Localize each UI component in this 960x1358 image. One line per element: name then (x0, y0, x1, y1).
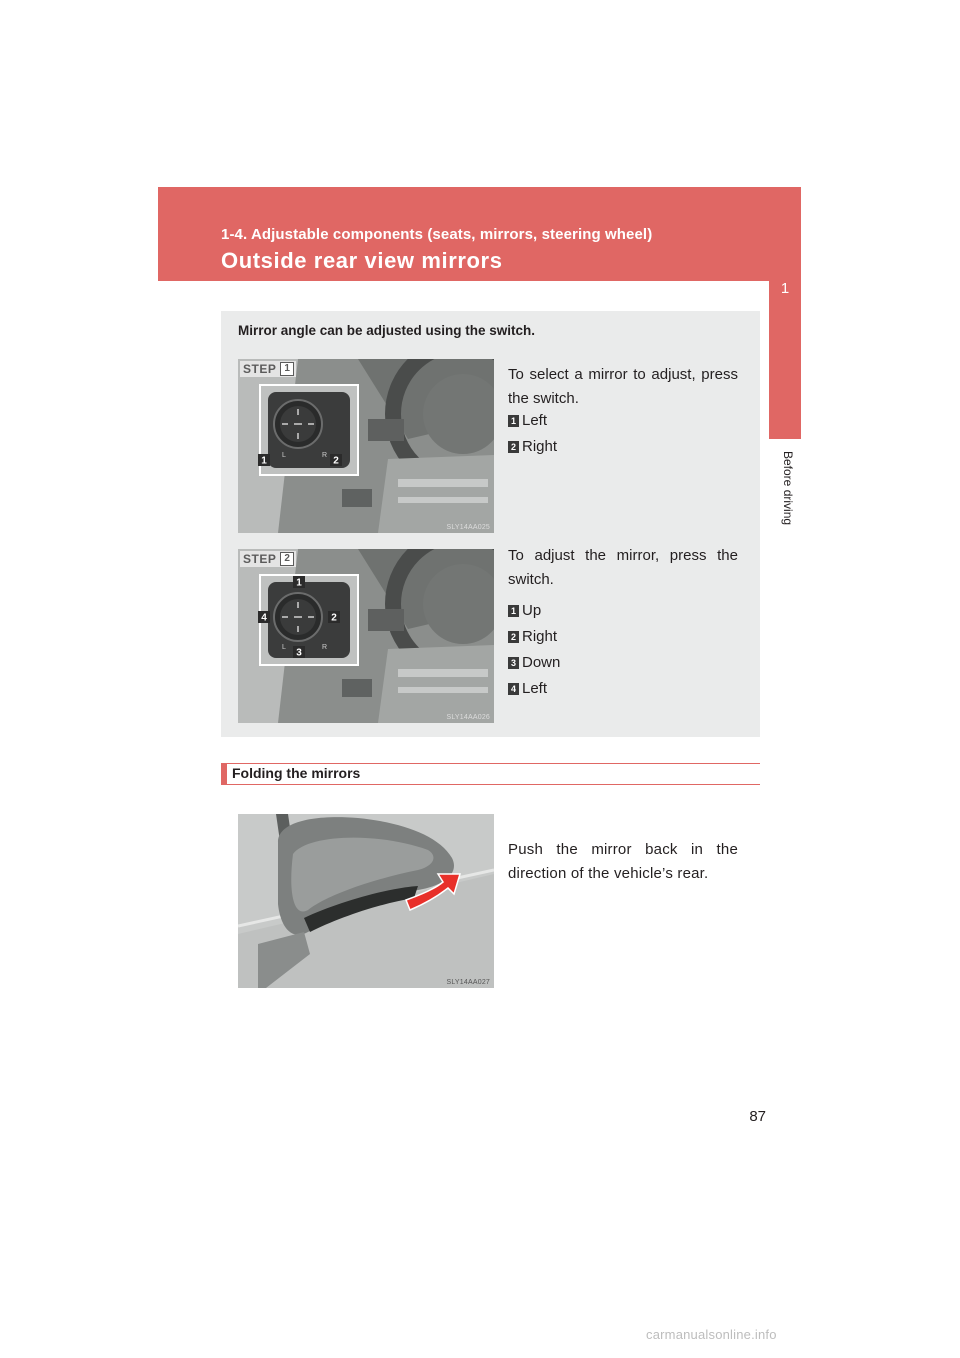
step1-item-left (508, 412, 547, 429)
watermark: carmanualsonline.info (646, 1327, 777, 1342)
page-title: Outside rear view mirrors (221, 248, 503, 273)
item-label: Right (522, 438, 558, 455)
callout-down: 3 (296, 647, 302, 659)
image-code: SLY14AA025 (446, 524, 490, 531)
chapter-tab[interactable] (769, 187, 801, 439)
item-label: Down (522, 654, 561, 671)
image-code: SLY14AA027 (446, 979, 490, 986)
switch-letter-l: L (282, 452, 286, 459)
image-code: SLY14AA026 (446, 714, 490, 721)
folding-heading-text: Folding the mirrors (232, 765, 361, 781)
switch-letter-l: L (282, 644, 286, 651)
item-number: 2 (508, 441, 519, 453)
section-title: 1-4. Adjustable components (seats, mirrors, steering wheel) (221, 226, 653, 243)
step1-label (240, 361, 296, 377)
heading-accent (221, 764, 227, 784)
switch-letter-r: R (322, 644, 328, 651)
folding-instruction: Push the mirror back in the direction of the vehicle’s rear. (508, 841, 738, 882)
step-word: STEP (243, 362, 277, 376)
callout-2: 2 (333, 455, 339, 467)
item-number: 2 (508, 631, 519, 643)
page-number: 87 (749, 1108, 766, 1125)
step2-item-up (508, 602, 541, 619)
item-label: Left (522, 680, 548, 697)
step2-item-left (508, 680, 547, 697)
chapter-number: 1 (780, 280, 790, 297)
step2-label (240, 551, 296, 567)
folding-illustration (238, 814, 494, 988)
folding-heading (221, 763, 760, 785)
step1-item-right (508, 438, 557, 455)
callout-right: 2 (331, 612, 337, 624)
callout-up: 1 (296, 577, 302, 589)
item-label: Right (522, 628, 558, 645)
switch-letter-r: R (322, 452, 328, 459)
item-number: 1 (508, 415, 519, 427)
step-word: STEP (243, 552, 277, 566)
callout-1: 1 (261, 455, 267, 467)
step2-illustration (238, 549, 494, 723)
chapter-label: Before driving (781, 451, 795, 526)
step-number: 1 (280, 362, 294, 376)
step1-illustration (238, 359, 494, 533)
step1-instruction: To select a mirror to adjust, press the switch. (508, 366, 738, 407)
item-number: 1 (508, 605, 519, 617)
item-label: Left (522, 412, 548, 429)
callout-left: 4 (261, 612, 267, 624)
mirror-drawing (238, 814, 494, 988)
item-number: 4 (508, 683, 519, 695)
intro-text: Mirror angle can be adjusted using the switch. (238, 323, 536, 338)
dashboard-switch-drawing (238, 359, 494, 533)
step2-item-down (508, 654, 560, 671)
step-number: 2 (280, 552, 294, 566)
item-number: 3 (508, 657, 519, 669)
step2-instruction: To adjust the mirror, press the switch. (508, 547, 738, 588)
item-label: Up (522, 602, 542, 619)
step2-item-right (508, 628, 557, 645)
dashboard-switch-drawing (238, 549, 494, 723)
